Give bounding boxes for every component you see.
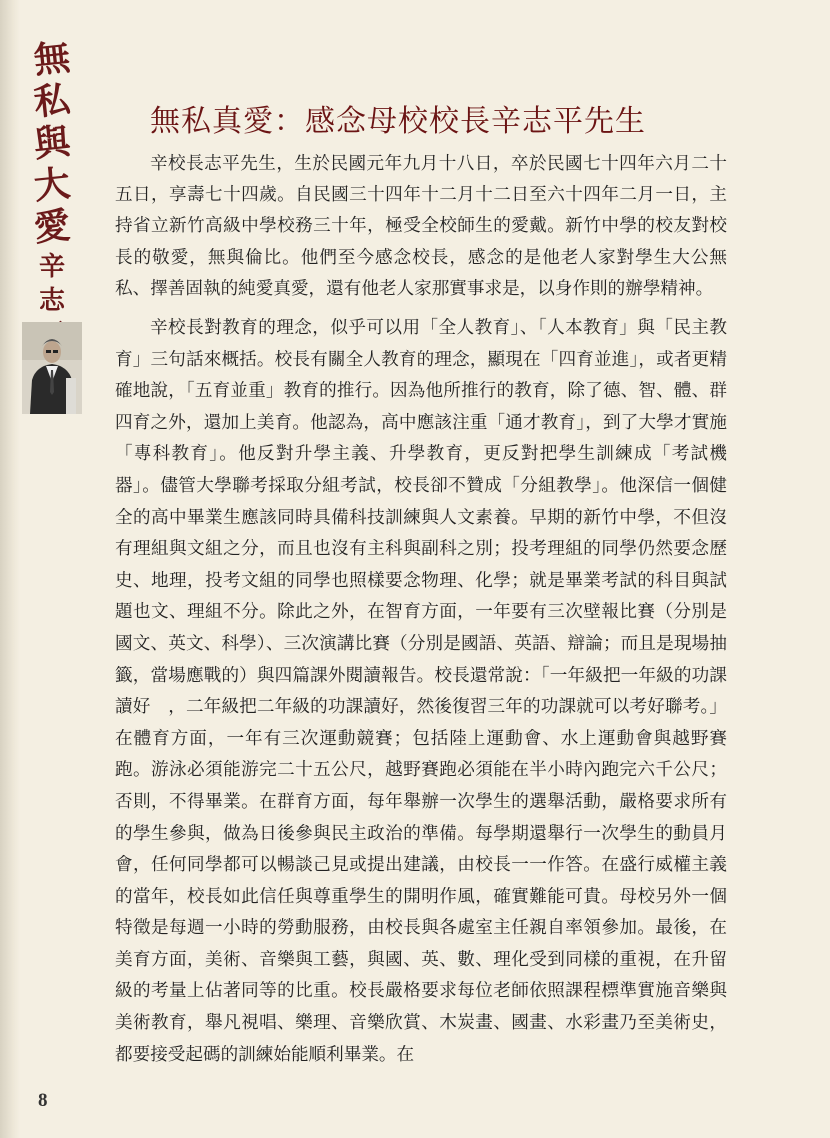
name-char: 志 (38, 286, 65, 316)
calligraphy-char: 愛 (31, 204, 73, 250)
calligraphy-char: 大 (31, 162, 73, 208)
calligraphy-char: 私 (31, 78, 73, 124)
body-paragraph: 辛校長對教育的理念，似乎可以用「全人教育」、「人本教育」與「民主教育」三句話來概括。校長有關全人教育的理念，顯現在「四育並進」，或者更精確地說，「五育並重」教育的推行。因為他所推行的教育，除了德、智、體、群四育之外，還加上美育。他認為，高中應該注重「通才教育」，到了大學才實施「專科教育」。他反對升學主義、升學教育，更反對把學生訓練成「考試機器」。儘管大學聯考採取分組考試，校長卻不贊成「分組教學」。他深信一個健全的高中畢業生應該同時具備科技訓練與人文素養。早期的新竹中學，不但沒有理組與文組之分，而且也沒有主科與副科之別；投考理組的同學仍然要念歷史、地理，投考文組的同學也照樣要念物理、化學；就是畢業考試的科目與試題也文、理組不分。除此之外，在智育方面，一年要有三次壁報比賽（分別是國文、英文、科學）、三次演講比賽（分別是國語、英語、辯論；而且是現場抽籤，當場應戰的）與四篇課外閱讀報告。校長還常說：「一年級把一年級的功課讀好 ，二年級把二年級的功課讀好，然後復習三年的功課就可以考好聯考。」在體育方面，一年有三次運動競賽；包括陸上運動會、水上運動會與越野賽跑。游泳必須能游完二十五公尺，越野賽跑必須能在半小時內跑完六千公尺；否則，不得畢業。在群育方面，每年舉辦一次學生的選舉活動，嚴格要求所有的學生參與，做為日後參與民主政治的準備。每學期還舉行一次學生的動員月會，任何同學都可以暢談己見或提出建議，由校長一一作答。在盛行威權主義的當年，校長如此信任與尊重學生的開明作風，確實難能可貴。母校另外一個特徵是每週一小時的勞動服務，由校長與各處室主任親自率領參加。最後，在美育方面，美術、音樂與工藝，與國、英、數、理化受到同樣的重視，在升留級的考量上佔著同等的比重。校長嚴格要求每位老師依照課程標準實施音樂與美術教育，舉凡視唱、樂理、音樂欣賞、木炭畫、國畫、水彩畫乃至美術史，都要接受起碼的訓練始能順利畢業。在 (115, 318, 727, 1065)
name-char: 辛 (38, 252, 65, 282)
portrait-photo (22, 322, 82, 414)
calligraphy-char: 與 (31, 120, 73, 166)
article-title: 無私真愛：感念母校校長辛志平先生 (150, 104, 646, 139)
page-edge (0, 0, 20, 1138)
page-number: 8 (38, 1090, 48, 1111)
calligraphy-char: 無 (31, 36, 73, 82)
body-paragraph: 辛校長志平先生，生於民國元年九月十八日，卒於民國七十四年六月二十五日，享壽七十四歲。自民國三十四年十二月十二日至六十四年二月一日，主持省立新竹高級中學校務三十年，極受全校師生的愛戴。新竹中學的校友對校長的敬愛，無與倫比。他們至今感念校長，感念的是他老人家對學生大公無私、擇善固執的純愛真愛，還有他老人家那實事求是，以身作則的辦學精神。 (115, 154, 727, 299)
